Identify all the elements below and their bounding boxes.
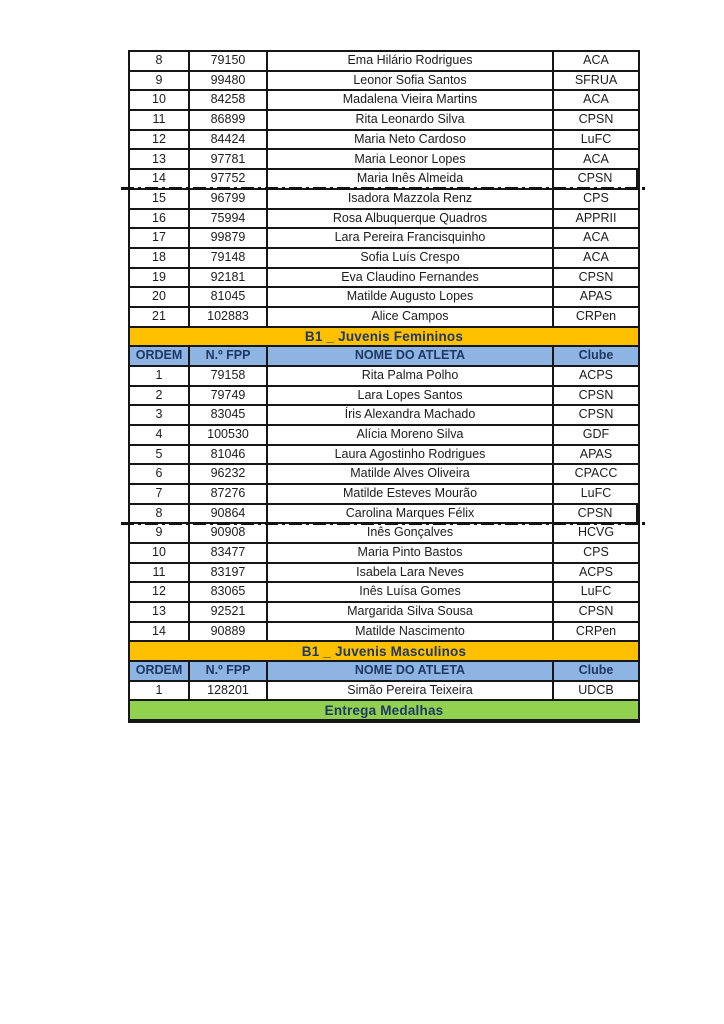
club-cell: APPRII [575,210,617,225]
athlete-name-cell: Inês Luísa Gomes [268,583,554,601]
table-row [130,111,638,131]
column-header-row [130,347,638,367]
column-header-fpp: N.º FPP [190,662,268,680]
table-row [130,603,638,623]
athlete-name-cell: Rita Palma Polho [268,367,554,385]
ordem-cell: 10 [130,544,190,562]
ordem-cell: 14 [130,623,190,641]
ordem-cell: 2 [130,387,190,405]
ordem-cell: 18 [130,249,190,267]
club-cell: CPSN [554,505,638,523]
table-row [130,406,638,426]
club-cell: ACA [583,230,609,245]
fpp-cell: 99480 [190,72,268,90]
athlete-name-cell: Lara Pereira Francisquinho [268,229,554,247]
fpp-cell: 81046 [190,446,268,464]
column-header-club: Clube [554,347,638,365]
table-row [130,524,638,544]
table-row [130,72,638,92]
fpp-cell: 84424 [190,131,268,149]
table-row [130,91,638,111]
athlete-name-cell: Maria Pinto Bastos [268,544,554,562]
table-row [130,210,638,230]
fpp-cell: 97752 [190,170,268,188]
club-cell: LuFC [580,486,612,501]
table-row [130,52,638,72]
fpp-cell: 128201 [190,682,268,700]
section-banner: B1 _ Juvenis Masculinos [130,642,638,662]
table-row [130,465,638,485]
club-cell: ACPS [578,564,614,579]
table-row [130,426,638,446]
athlete-name-cell: Laura Agostinho Rodrigues [268,446,554,464]
athlete-name-cell: Ema Hilário Rodrigues [268,52,554,70]
fpp-cell: 83065 [190,583,268,601]
table-row [130,308,638,328]
fpp-cell: 75994 [190,210,268,228]
athlete-name-cell: Maria Inês Almeida [268,170,554,188]
fpp-cell: 79749 [190,387,268,405]
athlete-name-cell: Simão Pereira Teixeira [268,682,554,700]
ordem-cell: 5 [130,446,190,464]
club-cell: CRPen [575,623,617,638]
ordem-cell: 8 [130,52,190,70]
club-cell: CPSN [578,604,614,619]
club-cell: LuFC [580,584,612,599]
fpp-cell: 100530 [190,426,268,444]
club-cell: CRPen [575,309,617,324]
table-row [130,446,638,466]
club-cell: APAS [579,446,613,461]
club-cell: CPSN [554,170,638,188]
athlete-name-cell: Maria Neto Cardoso [268,131,554,149]
ordem-cell: 11 [130,564,190,582]
ordem-cell: 17 [130,229,190,247]
club-cell: LuFC [580,131,612,146]
fpp-cell: 79150 [190,52,268,70]
club-cell: HCVG [577,525,615,540]
fpp-cell: 90889 [190,623,268,641]
table-row [130,682,638,702]
table-row [130,367,638,387]
ordem-cell: 7 [130,485,190,503]
table-row [130,544,638,564]
club-cell: ACA [583,249,609,264]
ordem-cell: 1 [130,367,190,385]
column-header-row [130,662,638,682]
fpp-cell: 90864 [190,505,268,523]
ordem-cell: 1 [130,682,190,700]
table-row [130,505,638,525]
athlete-name-cell: Íris Alexandra Machado [268,406,554,424]
club-cell: CPSN [578,269,614,284]
club-cell: CPS [583,190,609,205]
fpp-cell: 96232 [190,465,268,483]
club-cell: SFRUA [574,72,618,87]
ordem-cell: 8 [130,505,190,523]
athlete-name-cell: Inês Gonçalves [268,524,554,542]
table-row [130,564,638,584]
athlete-name-cell: Carolina Marques Félix [268,505,554,523]
club-cell: CPSN [578,112,614,127]
fpp-cell: 79158 [190,367,268,385]
table-row [130,623,638,643]
ordem-cell: 6 [130,465,190,483]
athlete-name-cell: Alice Campos [268,308,554,326]
club-cell: CPACC [574,466,618,481]
fpp-cell: 87276 [190,485,268,503]
fpp-cell: 79148 [190,249,268,267]
ordem-cell: 20 [130,288,190,306]
athlete-name-cell: Rosa Albuquerque Quadros [268,210,554,228]
fpp-cell: 102883 [190,308,268,326]
fpp-cell: 92521 [190,603,268,621]
athlete-name-cell: Madalena Vieira Martins [268,91,554,109]
athlete-name-cell: Matilde Esteves Mourão [268,485,554,503]
ordem-cell: 3 [130,406,190,424]
ordem-cell: 13 [130,150,190,168]
fpp-cell: 83045 [190,406,268,424]
ordem-cell: 16 [130,210,190,228]
athlete-name-cell: Matilde Nascimento [268,623,554,641]
club-cell: APAS [579,289,613,304]
table-row [130,269,638,289]
column-header-ordem: ORDEM [130,662,190,680]
table-row [130,170,638,190]
athlete-name-cell: Matilde Alves Oliveira [268,465,554,483]
ordem-cell: 12 [130,583,190,601]
ordem-cell: 19 [130,269,190,287]
table-row [130,190,638,210]
fpp-cell: 81045 [190,288,268,306]
table-row [130,229,638,249]
athlete-name-cell: Isabela Lara Neves [268,564,554,582]
athlete-name-cell: Sofia Luís Crespo [268,249,554,267]
fpp-cell: 86899 [190,111,268,129]
fpp-cell: 92181 [190,269,268,287]
column-header-fpp: N.º FPP [190,347,268,365]
fpp-cell: 83197 [190,564,268,582]
ordem-cell: 21 [130,308,190,326]
column-header-athlete-name: NOME DO ATLETA [268,347,554,365]
fpp-cell: 96799 [190,190,268,208]
athlete-name-cell: Alícia Moreno Silva [268,426,554,444]
table-row [130,387,638,407]
table-row [130,583,638,603]
fpp-cell: 84258 [190,91,268,109]
athlete-name-cell: Rita Leonardo Silva [268,111,554,129]
club-cell: UDCB [578,682,614,697]
table-row [130,249,638,269]
fpp-cell: 99879 [190,229,268,247]
ordem-cell: 4 [130,426,190,444]
section-banner: Entrega Medalhas [130,701,638,721]
athlete-name-cell: Maria Leonor Lopes [268,150,554,168]
ordem-cell: 13 [130,603,190,621]
table-row [130,288,638,308]
ordem-cell: 10 [130,91,190,109]
fpp-cell: 90908 [190,524,268,542]
ordem-cell: 12 [130,131,190,149]
club-cell: GDF [582,426,610,441]
club-cell: ACA [583,151,609,166]
club-cell: CPSN [578,407,614,422]
ordem-cell: 15 [130,190,190,208]
athlete-name-cell: Leonor Sofia Santos [268,72,554,90]
column-header-club: Clube [554,662,638,680]
column-header-ordem: ORDEM [130,347,190,365]
table-row [130,485,638,505]
athlete-name-cell: Eva Claudino Fernandes [268,269,554,287]
section-banner: B1 _ Juvenis Femininos [130,328,638,348]
table-row [130,131,638,151]
athlete-name-cell: Margarida Silva Sousa [268,603,554,621]
fpp-cell: 83477 [190,544,268,562]
ordem-cell: 14 [130,170,190,188]
athlete-name-cell: Lara Lopes Santos [268,387,554,405]
athlete-start-list-table [128,50,640,723]
club-cell: ACA [583,53,609,68]
ordem-cell: 9 [130,72,190,90]
table-row [130,150,638,170]
column-header-athlete-name: NOME DO ATLETA [268,662,554,680]
athlete-name-cell: Isadora Mazzola Renz [268,190,554,208]
ordem-cell: 9 [130,524,190,542]
club-cell: ACA [583,92,609,107]
athlete-name-cell: Matilde Augusto Lopes [268,288,554,306]
ordem-cell: 11 [130,111,190,129]
club-cell: ACPS [578,367,614,382]
club-cell: CPS [583,545,609,560]
club-cell: CPSN [578,387,614,402]
fpp-cell: 97781 [190,150,268,168]
